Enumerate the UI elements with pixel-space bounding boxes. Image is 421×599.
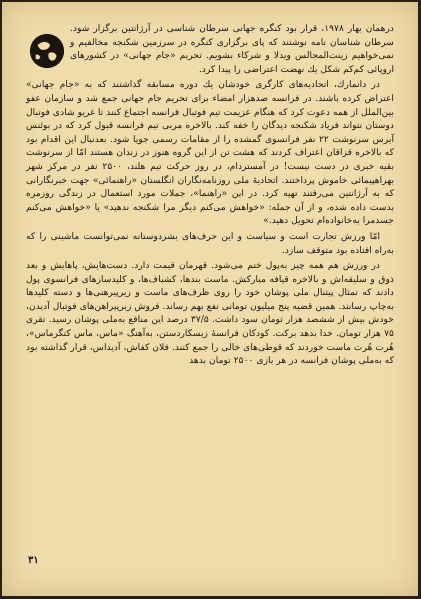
book-page xyxy=(2,2,418,596)
page-number: ۳۱ xyxy=(28,555,39,566)
paragraph: درهمان بهار ۱۹۷۸، قرار بود کنگره جهانی سرطان شناسی در آرژانتین برگزار شود. سرطان شناسان نامه نوشتند که پای برگزاری کنگره در سرزمین شکنجه مخالفیم و نمی‌خواهیم زینت‌المجالس ویدلا و شرکاء بشویم. تحریم «جام جهانی» در کشورهای اروپائی کم‌کم شکل یك نهضت اعتراضی را پیدا کرد. xyxy=(70,23,394,75)
article-body xyxy=(26,22,394,370)
paragraph: در ورزش هم همه چیز به‌پول ختم می‌شود. قهرمان قیمت دارد. دست‌هایش، پاهایش و بعد ذوق و سلیقه‌اش و بالاخره قیافه مبارکش. ماست بندها، کشباف‌ها، و کلیدسازهای فرانسوی پول دادند که تمثال پیتنال ملی پوشان خود را روی ظرف‌های ماست و زیرپیرهنی‌ها و دسته کلیدها به‌چاپ رسانند. همین قضیه پنج میلیون تومانی نفع بهم رساند. فروش زیرپیراهن‌های فوتبال آدیدن، خودش بیش از ششصد هزار تومان سود داشت. ۳۷/۵ درصد این منافع به‌ملی پوشان رسید. تقری ۷۵ هزار تومان. خدا بدهد برکت. کودکان فرانسهٔ زیسکاردستن، به‌آهنگ «ماس، ماس کنگرماس»، هُرت هُرت ماست خوردند که قوطی‌های خالی را جمع کنند. فلان کفاش، آدیداس، قرار گذاشته بود که به‌ملی پوشان فرانسه در هر بازی ۲۵۰۰ تومان بدهد xyxy=(26,260,394,367)
paragraph: امّا ورزش تجارت است و سیاست و این حرف‌های بشردوستانه نمی‌توانست ماشینی را که به‌راه افتاده بود متوقف سازد. xyxy=(26,230,394,256)
paragraph: در دانمارك، اتحادیه‌های کارگری خودشان یك دوره مسابقه گذاشتند که به «جام جهانی» اعتراض کرده باشند. در فرانسه صدهزار امضاء برای تحریم جام جهانی جمع شد و سازمان عفو بین‌الملل از همه دعوت کرد که هنگام عزیمت تیم فوتبال فرانسه اجتماع کنند تا غریو شادی فوتبال دوستان نتواند فریاد شکنجه دیدگان را خفه کند. بالاخره مربی تیم فرانسه قبول کرد که در بوئنس آیرس سرنوشت ۲۲ نفر فرانسوی گمشده را از مقامات رسمی جویا شود. بعدنبال این اقدام بود که بالاخره قزاقان اعتراف کردند که هشت تن از این گروه هنوز در زندان هستند امّا از سرنوشت بقیه خبری در دست نیست! در آمستردام، در روز حرکت تیم هلند، ۲۵۰۰ نفر در مرکز شهر بهراهپیمائی خاموش پرداختند. اتحادیهٔ ملی روزنامه‌نگاران انگلستان «راهنمائی» جهت خبرنگارانی که به آرژانتین می‌رفتند تهیه کرد. در این «راهنما»، جملات مورد استعمال در زندگی روزمره بدست داده شده، و از آن جمله: «خواهش می‌کنم دیگر مرا شکنجه ندهید» یا «خواهش می‌کنم جسدمرا به‌خانواده‌ام تحویل دهید.» xyxy=(26,79,394,227)
